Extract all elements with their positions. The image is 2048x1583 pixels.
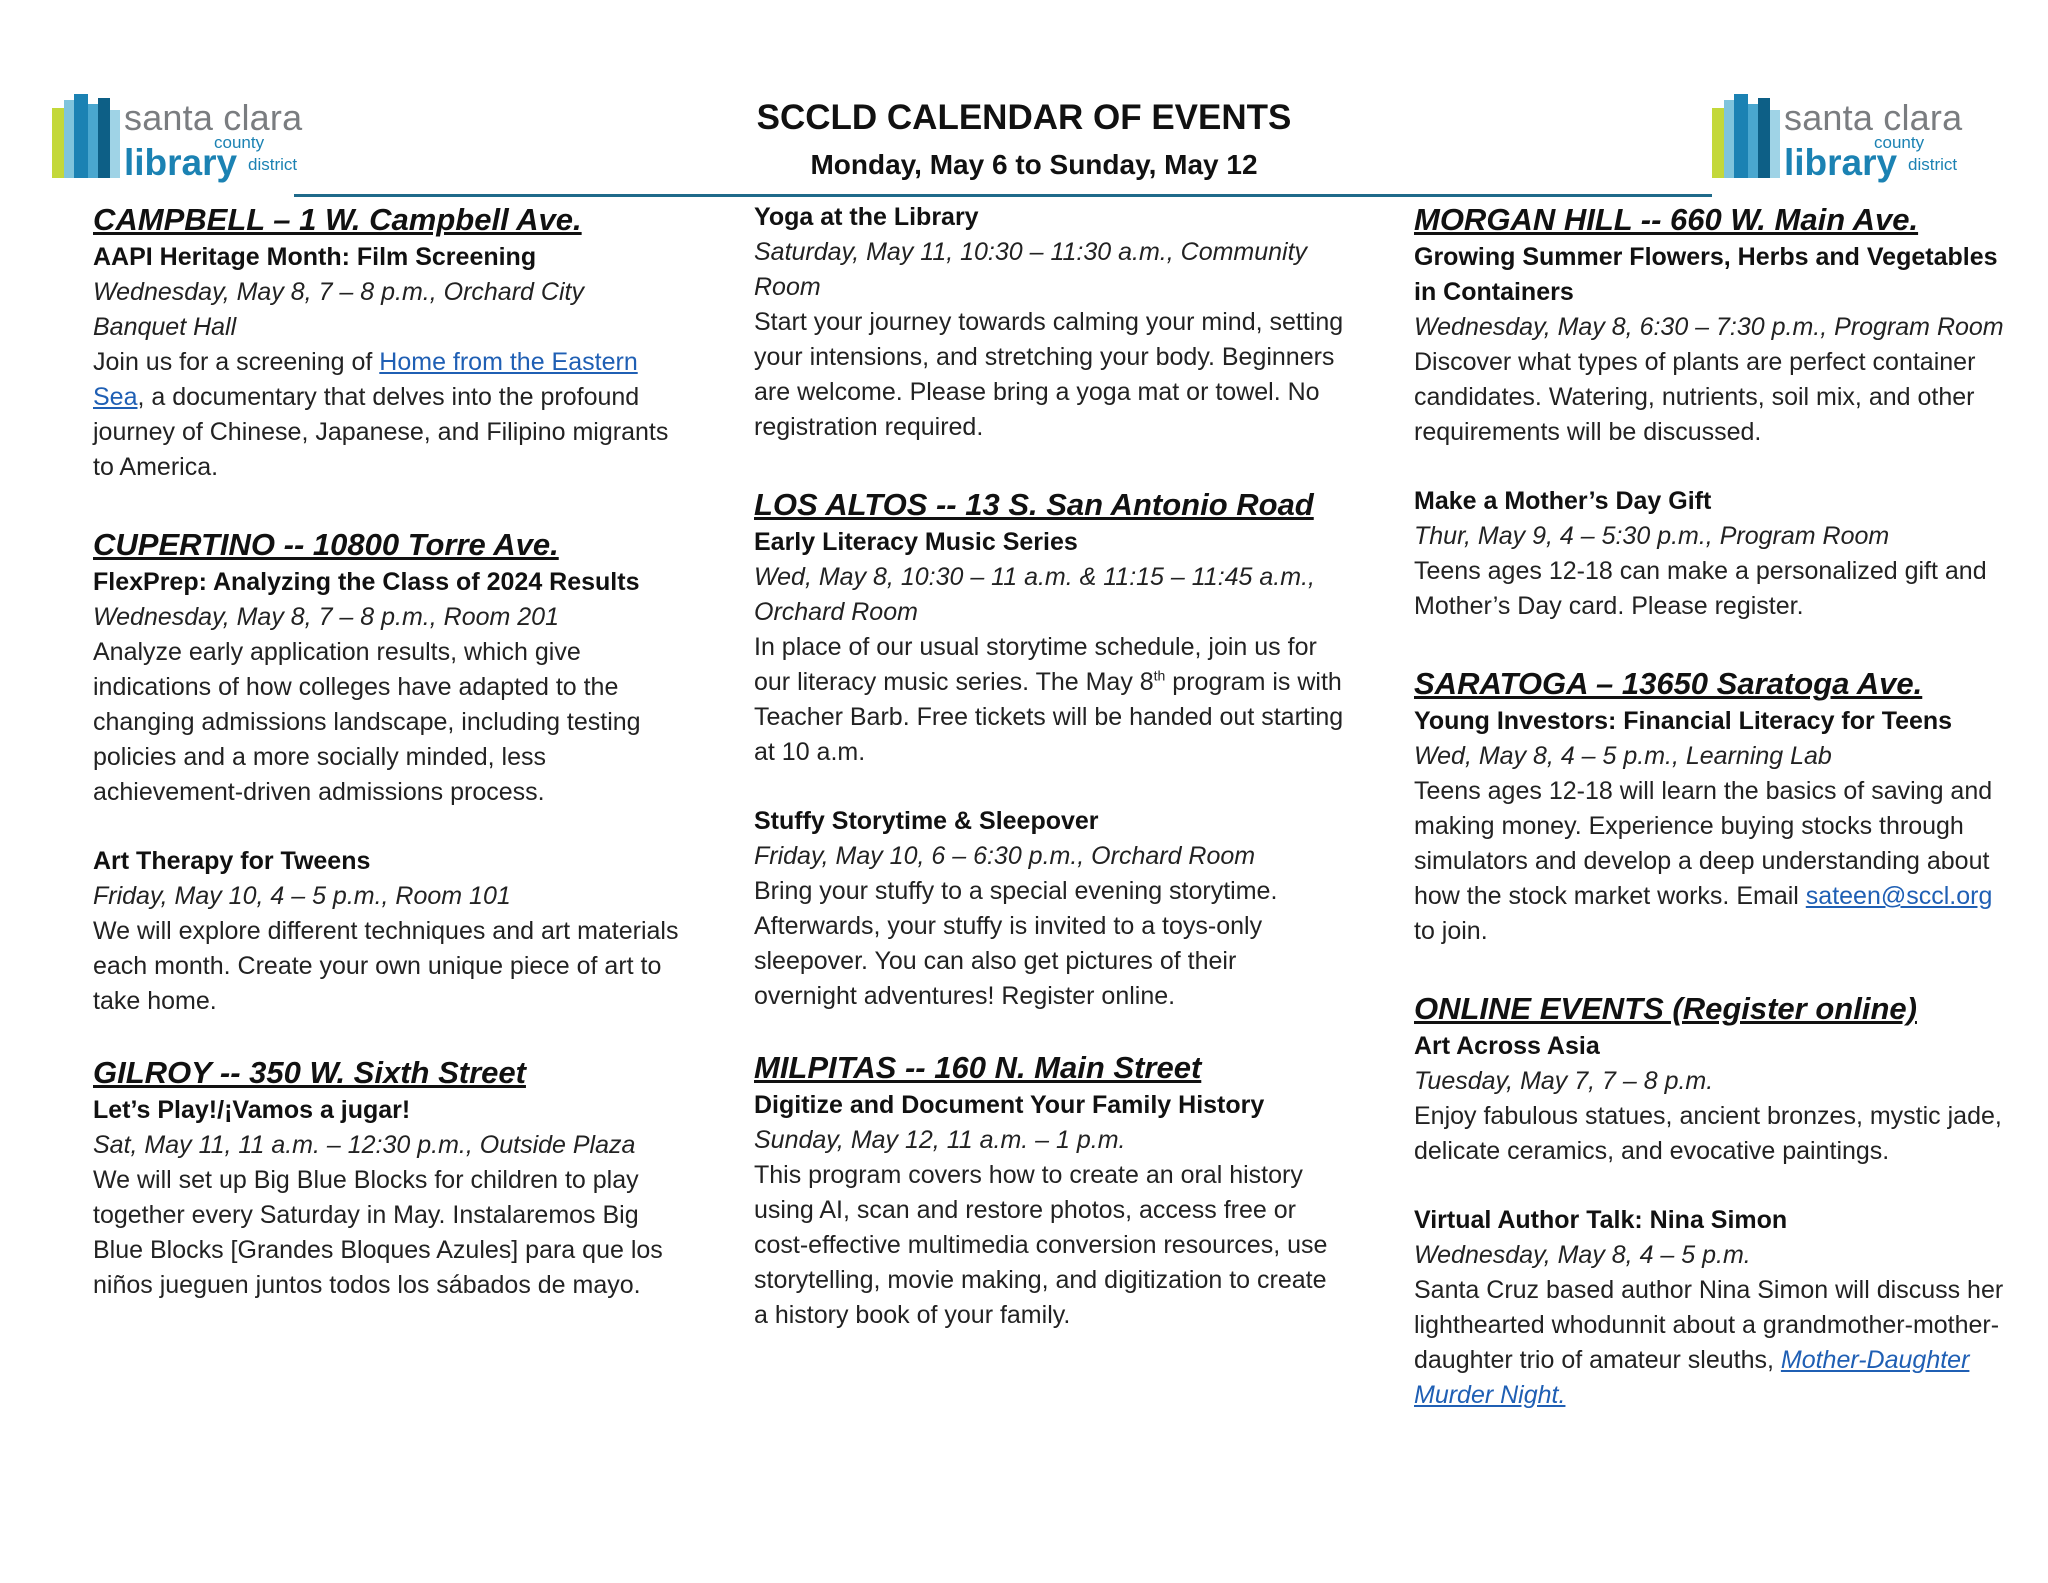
email-link[interactable]: sateen@sccl.org: [1805, 882, 1993, 910]
event-description: [754, 630, 1344, 770]
event-title: Make a Mother’s Day Gift: [1414, 487, 1712, 515]
event-description: [1414, 1273, 2014, 1413]
location-heading-morgan-hill: MORGAN HILL -- 660 W. Main Ave.: [1414, 202, 1919, 237]
event-description: This program covers how to create an oral history using AI, scan and restore photos, access free or cost-effective multimedia conversion resources, use storytelling, movie making, and digitization to create a history book of your family.: [754, 1161, 1328, 1329]
event-title: Let’s Play!/¡Vamos a jugar!: [93, 1096, 411, 1124]
logo-text-county: county: [214, 133, 265, 152]
event-description-text: In place of our usual storytime schedule, join us for our literacy music series. The May 8: [754, 633, 1317, 696]
event-title: AAPI Heritage Month: Film Screening: [93, 243, 537, 271]
location-heading-milpitas: MILPITAS -- 160 N. Main Street: [754, 1050, 1202, 1085]
event-datetime: Wednesday, May 8, 6:30 – 7:30 p.m., Program Room: [1414, 313, 2004, 341]
column-middle: [754, 200, 1344, 1333]
event-title: FlexPrep: Analyzing the Class of 2024 Results: [93, 568, 640, 596]
event-description: Enjoy fabulous statues, ancient bronzes, mystic jade, delicate ceramics, and evocative paintings.: [1414, 1102, 2002, 1165]
logo-text-county: county: [1874, 133, 1925, 152]
event-datetime: Wed, May 8, 10:30 – 11 a.m. & 11:15 – 11:45 a.m., Orchard Room: [754, 563, 1315, 626]
event-description: Analyze early application results, which give indications of how colleges have adapted to the changing admissions landscape, including testing policies and a more socially minded, less achievement-driven admissions process.: [93, 638, 641, 806]
logo-text-library: library: [124, 142, 238, 183]
event-datetime: Thur, May 9, 4 – 5:30 p.m., Program Room: [1414, 522, 1890, 550]
event-description-text: , a documentary that delves into the profound journey of Chinese, Japanese, and Filipino migrants to America.: [93, 383, 669, 481]
event-description: We will set up Big Blue Blocks for children to play together every Saturday in May. Instalaremos Big Blue Blocks [Grandes Bloques Azules] para que los niños jueguen juntos todos los sábados de mayo.: [93, 1166, 663, 1299]
event-description: Discover what types of plants are perfect container candidates. Watering, nutrients, soil mix, and other requirements will be discussed.: [1414, 348, 1976, 446]
event-description-text: to join.: [1414, 917, 1488, 945]
logo-text-library: library: [1784, 142, 1898, 183]
location-heading-saratoga: SARATOGA – 13650 Saratoga Ave.: [1414, 666, 1923, 701]
event-description-text: Teens ages 12-18 will learn the basics of saving and making money. Experience buying stocks through simulators and develop a deep understanding about how the stock market works. Email: [1414, 777, 1993, 910]
event-title: Young Investors: Financial Literacy for Teens: [1414, 707, 1953, 735]
event-title: Virtual Author Talk: Nina Simon: [1414, 1206, 1788, 1234]
event-datetime: Friday, May 10, 6 – 6:30 p.m., Orchard Room: [754, 842, 1256, 870]
event-datetime: Wednesday, May 8, 4 – 5 p.m.: [1414, 1241, 1751, 1269]
event-datetime: Sat, May 11, 11 a.m. – 12:30 p.m., Outside Plaza: [93, 1131, 636, 1159]
location-heading-cupertino: CUPERTINO -- 10800 Torre Ave.: [93, 527, 559, 562]
event-description: Start your journey towards calming your mind, setting your intensions, and stretching your body. Beginners are welcome. Please bring a yoga mat or towel. No registration required.: [754, 308, 1344, 441]
logo-text-district: district: [248, 155, 298, 174]
page-subtitle: Monday, May 6 to Sunday, May 12: [810, 149, 1258, 180]
location-heading-campbell: CAMPBELL – 1 W. Campbell Ave.: [93, 202, 582, 237]
ordinal-suffix: th: [1153, 667, 1166, 684]
logo-text-district: district: [1908, 155, 1958, 174]
event-title: Stuffy Storytime & Sleepover: [754, 807, 1099, 835]
event-title: Art Across Asia: [1414, 1032, 1600, 1060]
event-description-text: program is with Teacher Barb. Free tickets will be handed out starting at 10 a.m.: [754, 668, 1344, 766]
event-description-text: Santa Cruz based author Nina Simon will discuss her lighthearted whodunnit about a grandmother-mother-daughter trio of amateur sleuths,: [1414, 1276, 2004, 1374]
title-divider: [294, 194, 1712, 197]
event-title: Digitize and Document Your Family History: [754, 1091, 1265, 1119]
event-title: Art Therapy for Tweens: [93, 847, 371, 875]
event-description: [1414, 774, 2014, 949]
column-left: [93, 200, 683, 1303]
location-heading-los-altos: LOS ALTOS -- 13 S. San Antonio Road: [754, 487, 1314, 522]
event-description: Teens ages 12-18 can make a personalized gift and Mother’s Day card. Please register.: [1414, 557, 1987, 620]
location-heading-online-events: ONLINE EVENTS (Register online): [1414, 991, 1917, 1026]
book-title-link[interactable]: Mother-Daughter Murder Night.: [1414, 1346, 1970, 1409]
event-title: Growing Summer Flowers, Herbs and Vegetables in Containers: [1414, 243, 1998, 306]
location-heading-gilroy: GILROY -- 350 W. Sixth Street: [93, 1055, 526, 1090]
event-description-text: Join us for a screening of: [93, 348, 380, 376]
film-title-link[interactable]: Home from the Eastern Sea: [93, 348, 638, 411]
event-description: We will explore different techniques and art materials each month. Create your own unique piece of art to take home.: [93, 917, 679, 1015]
event-description: [93, 345, 683, 485]
event-datetime: Saturday, May 11, 10:30 – 11:30 a.m., Community Room: [754, 238, 1308, 301]
event-datetime: Wednesday, May 8, 7 – 8 p.m., Orchard City Banquet Hall: [93, 278, 584, 341]
event-datetime: Tuesday, May 7, 7 – 8 p.m.: [1414, 1067, 1714, 1095]
logo-text-santa-clara: santa clara: [1784, 97, 1963, 138]
event-title: Yoga at the Library: [754, 203, 979, 231]
event-datetime: Sunday, May 12, 11 a.m. – 1 p.m.: [754, 1126, 1126, 1154]
column-right: [1414, 200, 2014, 1413]
event-title: Early Literacy Music Series: [754, 528, 1078, 556]
event-description: Bring your stuffy to a special evening storytime. Afterwards, your stuffy is invited to a toys-only sleepover. You can also get pictures of their overnight adventures! Register online.: [754, 877, 1278, 1010]
event-datetime: Friday, May 10, 4 – 5 p.m., Room 101: [93, 882, 511, 910]
event-datetime: Wednesday, May 8, 7 – 8 p.m., Room 201: [93, 603, 559, 631]
logo-text-santa-clara: santa clara: [124, 97, 303, 138]
event-datetime: Wed, May 8, 4 – 5 p.m., Learning Lab: [1414, 742, 1832, 770]
page-title: SCCLD CALENDAR OF EVENTS: [756, 98, 1292, 137]
